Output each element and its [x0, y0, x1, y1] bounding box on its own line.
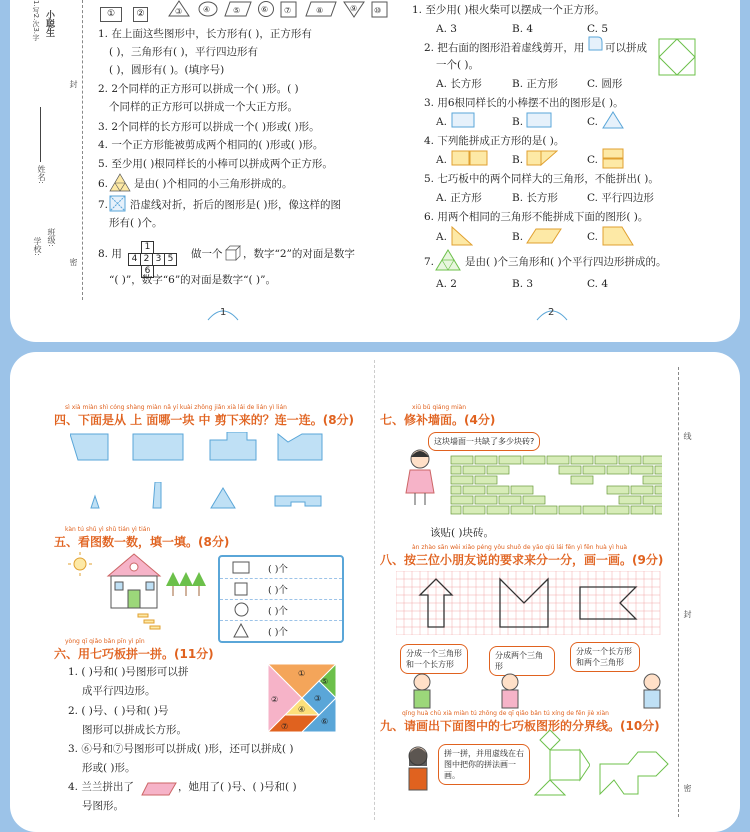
r-q6-opt-b: B. — [512, 231, 524, 243]
net-cell: 1 — [141, 241, 154, 254]
wall-brick — [643, 476, 662, 484]
binding-line-right — [678, 367, 679, 817]
shape-9-triangle — [343, 1, 365, 22]
wall-brick — [499, 456, 521, 464]
wall-brick — [655, 466, 662, 474]
wall-brick — [451, 496, 473, 504]
s6-q1-line-1: 1. ( )号和( )号图形可以拼 — [68, 666, 189, 678]
shape-1: ① — [100, 7, 122, 22]
s6-q4-line-1a: 4. 兰兰拼出了 — [68, 781, 134, 793]
wall-brick — [631, 466, 653, 474]
cube-icon — [225, 245, 241, 265]
side-line-label: 线 — [683, 432, 692, 440]
s6-q4-line-1b: ，她用了( )号、( )号和( ) — [178, 781, 297, 793]
r-q3-fig-a — [451, 112, 475, 132]
r-q6-opt-a: A. — [436, 231, 447, 243]
r-q7: 是由( )个三角形和( )个平行四边形拼成的。 — [465, 256, 667, 268]
s9-girl-figure — [400, 744, 436, 798]
q5: 5. 至少用( )根同样长的小棒可以拼成两个正方形。 — [98, 158, 333, 170]
r-q4-fig-c — [602, 148, 624, 174]
r-q3-opt-b: B. — [512, 116, 524, 128]
svg-text:⑤: ⑤ — [233, 6, 241, 15]
wall-brick — [643, 496, 662, 504]
wall-brick — [619, 496, 641, 504]
shape-7-square — [280, 1, 298, 23]
s6-q2-line-1: 2. ( )号、( )号和( )号 — [68, 705, 169, 717]
side-secret-label: 密 — [683, 784, 692, 792]
side-secret: 密 — [69, 258, 78, 266]
wall-brick — [595, 496, 617, 504]
r-q7-opt-a: A. 2 — [436, 278, 457, 290]
s6-q4-parallelogram — [141, 781, 177, 800]
svg-text:①: ① — [298, 669, 306, 678]
q6-triangle-figure — [109, 173, 131, 197]
svg-text:⑥: ⑥ — [261, 5, 269, 14]
wall-brick — [451, 476, 473, 484]
wall-brick — [487, 486, 509, 494]
svg-text:③: ③ — [314, 694, 322, 703]
svg-text:⑨: ⑨ — [350, 4, 358, 13]
s8-pinyin: àn zhào sān wèi xiǎo péng yǒu shuō de yāo qiú lái fēn yì fēn huà yì huà — [412, 544, 628, 551]
r-q4-opt-b: B. — [512, 154, 524, 166]
r-q5-opt-b: B. 长方形 — [512, 192, 558, 204]
binding-line — [82, 0, 83, 300]
q8-b: 做一个 — [191, 248, 223, 260]
shape-3-triangle — [168, 0, 190, 21]
r-q4-fig-b — [526, 150, 558, 170]
wall-brick — [511, 466, 533, 474]
wall-brick — [631, 486, 653, 494]
wall-brick — [655, 486, 662, 494]
q8-c: ，数字“2”的对面是数字 — [243, 248, 355, 260]
wall-brick — [451, 466, 461, 474]
s5-pinyin: kàn tú shǔ yì shǔ tián yì tián — [65, 526, 151, 533]
wall-brick — [475, 496, 497, 504]
svg-text:⑧: ⑧ — [316, 6, 324, 15]
s5-count-table — [218, 555, 344, 643]
q7-line-1: 沿虚线对折，折后的图形是( )形，像这样的图 — [130, 199, 342, 211]
r-q2-cut-piece — [588, 36, 603, 55]
wall-brick — [559, 466, 581, 474]
s6-title: 六、用七巧板拼一拼。(11分) — [54, 647, 214, 661]
wall-brick — [619, 476, 641, 484]
s9-title: 九、请画出下面图中的七巧板图形的分界线。(10分) — [380, 719, 660, 733]
page-number-2: 2 — [548, 307, 555, 318]
r-q5-opt-a: A. 正方形 — [436, 192, 482, 204]
tangram-figure — [268, 664, 336, 736]
wall-brick — [583, 506, 605, 514]
r-q7-num: 7. — [424, 256, 435, 268]
q8-d: “( )”，数字“6”的对面是数字“( )”。 — [109, 274, 276, 286]
q6: 是由( )个相同的小三角形拼成的。 — [134, 178, 293, 190]
s5-row-square: ( )个 — [268, 585, 288, 596]
r-q2-opt-a: A. 长方形 — [436, 78, 482, 90]
q7-fold-figure — [109, 195, 126, 216]
shape-3-label: ③ — [175, 7, 183, 16]
wall-brick — [451, 506, 461, 514]
wall-brick — [499, 476, 521, 484]
r-q2-opt-c: C. 圆形 — [587, 78, 623, 90]
s8-grid — [396, 571, 662, 639]
q7-line-2: 形有( )个。 — [109, 217, 163, 229]
s5-row-triangle: ( )个 — [268, 627, 288, 638]
top-page — [10, 0, 740, 342]
wall-brick — [607, 506, 629, 514]
q1-line-1: 1. 在上面这些图形中，长方形有( )，正方形有 — [98, 28, 312, 40]
wall-brick — [451, 486, 461, 494]
r-q6-fig-b — [526, 228, 562, 248]
r-q7-opt-c: C. 4 — [587, 278, 609, 290]
wall-brick — [559, 506, 581, 514]
s6-q4-line-2: 号图形。 — [82, 800, 124, 812]
name-line — [40, 107, 41, 162]
bottom-page — [10, 352, 740, 832]
q3: 3. 2个同样的长方形可以拼成一个( )形或( )形。 — [98, 121, 320, 133]
s4-title: 四、下面是从 上 面哪一块 中 剪下来的？连一连。(8分) — [54, 413, 355, 427]
q8-a: 8. 用 — [98, 248, 122, 260]
r-q2-opt-b: B. 正方形 — [512, 78, 558, 90]
wall-brick — [583, 486, 605, 494]
page-divider — [374, 360, 375, 820]
s4-shapes-bottom — [85, 482, 345, 514]
s4-shapes-top — [70, 432, 340, 466]
r-q3-opt-c: C. — [587, 116, 598, 128]
wall-brick — [571, 456, 593, 464]
wall-brick — [631, 506, 653, 514]
r-q4-opt-c: C. — [587, 154, 598, 166]
name-label: 姓名: — [37, 165, 46, 184]
r-q1-opt-b: B. 4 — [512, 23, 534, 35]
q1-line-2: ( )，三角形有( )，平行四边形有 — [109, 46, 259, 58]
svg-text:⑦: ⑦ — [281, 722, 289, 731]
r-q1-opt-c: C. 5 — [587, 23, 609, 35]
wall-brick — [475, 456, 497, 464]
r-q3-fig-b — [526, 112, 552, 132]
wall-brick — [619, 456, 641, 464]
wall-brick — [607, 466, 629, 474]
wall-brick — [547, 476, 569, 484]
wall-brick — [487, 466, 509, 474]
s9-tangram-bird — [530, 730, 590, 804]
s7-pinyin: xiū bǔ qiáng miàn — [412, 404, 467, 411]
page-number-1: 1 — [220, 307, 227, 318]
wall-brick — [499, 496, 521, 504]
svg-text:⑤: ⑤ — [321, 677, 329, 686]
r-q2-figure — [658, 38, 696, 80]
wall-brick — [655, 506, 662, 514]
wall-brick — [595, 476, 617, 484]
s8-bubble-3: 分成一个长方形和两个三角形 — [570, 642, 640, 672]
s5-title: 五、看图数一数，填一填。(8分) — [54, 535, 230, 549]
wall-brick — [511, 506, 533, 514]
r-q3-opt-a: A. — [436, 116, 447, 128]
wall-brick — [463, 466, 485, 474]
r-q4-opt-a: A. — [436, 154, 447, 166]
s9-tangram-horse — [598, 744, 670, 802]
s6-q3-line-2: 形或( )形。 — [82, 762, 136, 774]
side-mini-text: 1.写2.次3.字 — [32, 0, 40, 42]
wall-brick — [643, 456, 662, 464]
school-label: 学校: — [33, 237, 42, 256]
r-q5-opt-c: C. 平行四边形 — [587, 192, 654, 204]
svg-text:④: ④ — [203, 5, 211, 14]
r-q4-fig-a — [451, 150, 489, 170]
svg-text:④: ④ — [298, 705, 306, 714]
wall-brick — [595, 456, 617, 464]
wall-brick — [571, 476, 593, 484]
r-q6-fig-a — [451, 226, 473, 250]
wall-brick — [571, 496, 593, 504]
wall-brick — [535, 486, 557, 494]
wall-brick — [511, 486, 533, 494]
q2-line-2: 个同样的正方形可以拼成一个大正方形。 — [109, 101, 298, 113]
q4: 4. 一个正方形能被剪成两个相同的( )形或( )形。 — [98, 139, 324, 151]
shape-6-circle — [257, 1, 275, 23]
shape-10-square — [371, 1, 389, 23]
wall-brick — [487, 506, 509, 514]
side-seal-label: 封 — [683, 610, 692, 618]
svg-text:⑩: ⑩ — [374, 6, 382, 15]
tangram-label: ② — [271, 695, 279, 704]
s6-pinyin: yòng qī qiǎo bǎn pīn yì pīn — [65, 638, 145, 645]
r-q5: 5. 七巧板中的两个同样大的三角形，不能拼出( )。 — [424, 173, 659, 185]
s7-speech-bubble: 这块墙面一共缺了多少块砖? — [428, 432, 540, 451]
s8-bubble-1: 分成一个三角形和一个长方形 — [400, 644, 468, 674]
wall-brick — [475, 476, 497, 484]
wall-brick — [535, 466, 557, 474]
r-q2-b: 可以拼成 — [605, 42, 647, 54]
s5-row-circle: ( )个 — [268, 606, 288, 617]
r-q1-opt-a: A. 3 — [436, 23, 457, 35]
q1-line-3: ( )，圆形有( )。(填序号) — [109, 64, 225, 76]
s5-row-rect: ( )个 — [268, 564, 288, 575]
net-cell: 6 — [141, 265, 154, 278]
s6-q1-line-2: 成平行四边形。 — [82, 685, 156, 697]
net-cell: 4 — [128, 253, 141, 266]
s8-title: 八、按三位小朋友说的要求来分一分，画一画。(9分) — [380, 553, 664, 567]
net-cell: 3 — [152, 253, 165, 266]
shape-4-circle — [198, 1, 218, 21]
net-cell: 2 — [140, 253, 153, 266]
r-q1: 1. 至少用( )根火柴可以摆成一个正方形。 — [412, 4, 605, 16]
q7-num: 7. — [98, 199, 109, 211]
side-seal: 封 — [69, 80, 78, 88]
s7-title: 七、修补墙面。(4分) — [380, 413, 496, 427]
s7-girl-figure — [400, 447, 440, 511]
s4-pinyin: sì xià miàn shì cóng shàng miàn nǎ yí kuài zhōng jiǎn xià lái de lián yì lián — [65, 404, 287, 411]
shape-5-parallelogram — [224, 1, 252, 21]
wall-brick — [535, 506, 557, 514]
side-tag: 小聪生 — [44, 10, 54, 37]
s9-pinyin: qǐng huà chū xià miàn tú zhōng de qī qiǎo bǎn tú xíng de fēn jiè xiàn — [402, 710, 609, 717]
r-q2-c: 一个( )。 — [436, 59, 480, 71]
wall-brick — [451, 456, 473, 464]
s8-bubble-2: 分成两个三角形 — [489, 646, 555, 676]
s6-q3-line-1: 3. ⑥号和⑦号图形可以拼成( )形，还可以拼成( ) — [68, 743, 294, 755]
wall-brick — [583, 466, 605, 474]
shape-row — [100, 1, 382, 19]
r-q6: 6. 用两个相同的三角形不能拼成下面的图形( )。 — [424, 211, 649, 223]
q6-num: 6. — [98, 178, 109, 190]
s6-q2-line-2: 图形可以拼成长方形。 — [82, 724, 187, 736]
shape-8-parallelogram — [305, 1, 337, 21]
wall-brick — [547, 496, 569, 504]
wall-brick — [523, 476, 545, 484]
r-q4: 4. 下列能拼成正方形的是( )。 — [424, 135, 565, 147]
r-q7-figure — [434, 249, 462, 275]
r-q2-a: 2. 把右面的图形沿着虚线剪开，用 — [424, 42, 585, 54]
s7-answer: 该贴( )块砖。 — [430, 527, 495, 539]
wall-brick — [523, 456, 545, 464]
s9-speech-bubble: 拼一拼，并用虚线在右图中把你的拼法画一画。 — [438, 744, 530, 785]
wall-brick — [547, 456, 569, 464]
shape-2: ② — [133, 7, 148, 22]
s7-wall — [450, 455, 662, 521]
q2-line-1: 2. 2个同样的正方形可以拼成一个( )形。( ) — [98, 83, 299, 95]
s5-house-picture — [68, 552, 208, 638]
svg-text:⑥: ⑥ — [321, 717, 329, 726]
r-q6-opt-c: C. — [587, 231, 598, 243]
wall-brick — [559, 486, 581, 494]
wall-brick — [523, 496, 545, 504]
class-label: 班级: — [47, 228, 56, 247]
svg-text:⑦: ⑦ — [284, 6, 292, 15]
r-q6-fig-c — [602, 226, 634, 250]
wall-brick — [463, 506, 485, 514]
net-cell: 5 — [164, 253, 177, 266]
r-q3-fig-c — [602, 111, 624, 133]
r-q7-opt-b: B. 3 — [512, 278, 534, 290]
wall-brick — [463, 486, 485, 494]
wall-brick — [607, 486, 629, 494]
r-q3: 3. 用6根同样长的小棒摆不出的图形是( )。 — [424, 97, 624, 109]
